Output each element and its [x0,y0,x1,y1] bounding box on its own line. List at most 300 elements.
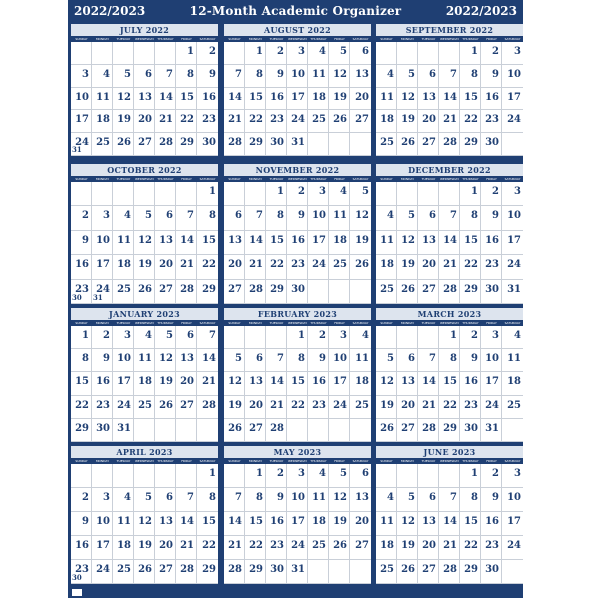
day-cell[interactable] [439,65,460,88]
day-cell[interactable] [439,88,460,111]
day-cell[interactable] [176,372,197,395]
day-cell[interactable] [113,42,134,65]
day-cell[interactable] [481,65,502,88]
day-cell[interactable] [71,372,92,395]
day-cell[interactable] [92,280,113,304]
day-cell[interactable] [155,560,176,584]
day-cell[interactable] [245,231,266,255]
day-cell[interactable] [481,396,502,419]
day-cell[interactable] [134,372,155,395]
day-cell[interactable] [397,182,418,206]
day-cell[interactable] [266,396,287,419]
day-cell[interactable] [245,536,266,560]
day-cell[interactable] [92,326,113,349]
day-cell[interactable] [134,206,155,230]
day-cell[interactable] [224,255,245,279]
day-cell[interactable] [376,396,397,419]
day-cell[interactable] [418,560,439,584]
day-cell[interactable] [439,255,460,279]
day-cell[interactable] [71,560,92,584]
day-cell[interactable] [197,464,218,488]
day-cell[interactable] [197,182,218,206]
day-cell[interactable] [287,206,308,230]
day-cell[interactable] [350,42,371,65]
day-cell[interactable] [155,88,176,111]
day-cell[interactable] [397,464,418,488]
day-cell[interactable] [113,560,134,584]
day-cell[interactable] [308,133,329,156]
day-cell[interactable] [113,536,134,560]
day-cell[interactable] [176,255,197,279]
day-cell[interactable] [71,42,92,65]
day-cell[interactable] [197,419,218,442]
day-cell[interactable] [502,560,523,584]
day-cell[interactable] [176,488,197,512]
day-cell[interactable] [71,488,92,512]
day-cell[interactable] [176,206,197,230]
day-cell[interactable] [113,419,134,442]
day-cell[interactable] [134,255,155,279]
day-cell[interactable] [245,88,266,111]
day-cell[interactable] [376,42,397,65]
day-cell[interactable] [350,419,371,442]
day-cell[interactable] [308,349,329,372]
day-cell[interactable] [329,512,350,536]
day-cell[interactable] [329,231,350,255]
day-cell[interactable] [350,65,371,88]
day-cell[interactable] [92,110,113,133]
day-cell[interactable] [481,372,502,395]
day-cell[interactable] [439,372,460,395]
day-cell[interactable] [418,182,439,206]
day-cell[interactable] [481,133,502,156]
day-cell[interactable] [418,536,439,560]
day-cell[interactable] [134,396,155,419]
day-cell[interactable] [176,280,197,304]
day-cell[interactable] [418,419,439,442]
day-cell[interactable] [376,280,397,304]
day-cell[interactable] [71,255,92,279]
day-cell[interactable] [481,349,502,372]
day-cell[interactable] [224,560,245,584]
day-cell[interactable] [460,512,481,536]
day-cell[interactable] [460,488,481,512]
day-cell[interactable] [418,349,439,372]
day-cell[interactable] [376,560,397,584]
day-cell[interactable] [418,488,439,512]
day-cell[interactable] [350,133,371,156]
day-cell[interactable] [439,560,460,584]
day-cell[interactable] [287,255,308,279]
day-cell[interactable] [176,512,197,536]
day-cell[interactable] [287,512,308,536]
day-cell[interactable] [113,231,134,255]
day-cell[interactable] [176,464,197,488]
day-cell[interactable] [71,133,92,156]
day-cell[interactable] [92,419,113,442]
day-cell[interactable] [397,206,418,230]
day-cell[interactable] [397,65,418,88]
day-cell[interactable] [397,488,418,512]
day-cell[interactable] [350,182,371,206]
day-cell[interactable] [418,110,439,133]
day-cell[interactable] [266,280,287,304]
day-cell[interactable] [92,133,113,156]
day-cell[interactable] [350,488,371,512]
day-cell[interactable] [502,182,523,206]
day-cell[interactable] [397,536,418,560]
day-cell[interactable] [224,280,245,304]
day-cell[interactable] [329,280,350,304]
day-cell[interactable] [397,42,418,65]
day-cell[interactable] [439,536,460,560]
day-cell[interactable] [197,133,218,156]
day-cell[interactable] [376,133,397,156]
day-cell[interactable] [502,255,523,279]
day-cell[interactable] [155,231,176,255]
day-cell[interactable] [350,536,371,560]
day-cell[interactable] [197,110,218,133]
day-cell[interactable] [245,110,266,133]
day-cell[interactable] [266,88,287,111]
day-cell[interactable] [71,396,92,419]
day-cell[interactable] [224,42,245,65]
day-cell[interactable] [481,88,502,111]
day-cell[interactable] [134,488,155,512]
day-cell[interactable] [329,65,350,88]
day-cell[interactable] [329,133,350,156]
day-cell[interactable] [397,560,418,584]
day-cell[interactable] [481,42,502,65]
day-cell[interactable] [155,372,176,395]
day-cell[interactable] [197,396,218,419]
day-cell[interactable] [460,231,481,255]
day-cell[interactable] [266,42,287,65]
day-cell[interactable] [155,536,176,560]
day-cell[interactable] [397,88,418,111]
day-cell[interactable] [350,349,371,372]
day-cell[interactable] [439,512,460,536]
day-cell[interactable] [134,464,155,488]
day-cell[interactable] [266,326,287,349]
day-cell[interactable] [245,280,266,304]
day-cell[interactable] [176,110,197,133]
day-cell[interactable] [224,326,245,349]
day-cell[interactable] [71,326,92,349]
day-cell[interactable] [460,133,481,156]
day-cell[interactable] [245,372,266,395]
day-cell[interactable] [502,464,523,488]
day-cell[interactable] [92,396,113,419]
day-cell[interactable] [155,326,176,349]
day-cell[interactable] [71,231,92,255]
day-cell[interactable] [266,182,287,206]
day-cell[interactable] [266,349,287,372]
day-cell[interactable] [376,512,397,536]
day-cell[interactable] [176,326,197,349]
day-cell[interactable] [197,560,218,584]
day-cell[interactable] [266,133,287,156]
day-cell[interactable] [376,182,397,206]
day-cell[interactable] [155,464,176,488]
day-cell[interactable] [71,182,92,206]
day-cell[interactable] [224,231,245,255]
day-cell[interactable] [329,326,350,349]
day-cell[interactable] [481,419,502,442]
day-cell[interactable] [460,65,481,88]
day-cell[interactable] [308,464,329,488]
day-cell[interactable] [92,536,113,560]
day-cell[interactable] [329,488,350,512]
day-cell[interactable] [92,206,113,230]
day-cell[interactable] [245,42,266,65]
day-cell[interactable] [224,488,245,512]
day-cell[interactable] [502,206,523,230]
day-cell[interactable] [439,42,460,65]
day-cell[interactable] [329,255,350,279]
day-cell[interactable] [113,512,134,536]
day-cell[interactable] [113,326,134,349]
day-cell[interactable] [245,326,266,349]
day-cell[interactable] [155,396,176,419]
day-cell[interactable] [197,42,218,65]
day-cell[interactable] [439,133,460,156]
day-cell[interactable] [245,560,266,584]
day-cell[interactable] [308,255,329,279]
day-cell[interactable] [439,206,460,230]
day-cell[interactable] [329,372,350,395]
day-cell[interactable] [245,464,266,488]
day-cell[interactable] [376,88,397,111]
day-cell[interactable] [245,206,266,230]
day-cell[interactable] [92,231,113,255]
day-cell[interactable] [350,512,371,536]
day-cell[interactable] [439,488,460,512]
day-cell[interactable] [287,326,308,349]
day-cell[interactable] [502,396,523,419]
day-cell[interactable] [92,65,113,88]
day-cell[interactable] [460,419,481,442]
day-cell[interactable] [502,133,523,156]
day-cell[interactable] [376,206,397,230]
day-cell[interactable] [439,464,460,488]
day-cell[interactable] [329,419,350,442]
day-cell[interactable] [418,280,439,304]
day-cell[interactable] [502,65,523,88]
day-cell[interactable] [397,280,418,304]
day-cell[interactable] [113,65,134,88]
day-cell[interactable] [481,206,502,230]
day-cell[interactable] [134,349,155,372]
day-cell[interactable] [397,419,418,442]
day-cell[interactable] [134,419,155,442]
day-cell[interactable] [113,88,134,111]
day-cell[interactable] [308,206,329,230]
day-cell[interactable] [287,419,308,442]
day-cell[interactable] [224,133,245,156]
day-cell[interactable] [71,206,92,230]
day-cell[interactable] [308,182,329,206]
day-cell[interactable] [308,65,329,88]
day-cell[interactable] [245,133,266,156]
day-cell[interactable] [350,372,371,395]
day-cell[interactable] [245,512,266,536]
day-cell[interactable] [308,512,329,536]
day-cell[interactable] [155,280,176,304]
day-cell[interactable] [329,110,350,133]
day-cell[interactable] [481,536,502,560]
day-cell[interactable] [350,280,371,304]
day-cell[interactable] [397,231,418,255]
day-cell[interactable] [176,396,197,419]
day-cell[interactable] [71,464,92,488]
day-cell[interactable] [113,349,134,372]
day-cell[interactable] [350,231,371,255]
day-cell[interactable] [308,326,329,349]
day-cell[interactable] [134,280,155,304]
day-cell[interactable] [155,349,176,372]
day-cell[interactable] [71,88,92,111]
day-cell[interactable] [481,110,502,133]
day-cell[interactable] [266,231,287,255]
day-cell[interactable] [266,255,287,279]
day-cell[interactable] [481,326,502,349]
day-cell[interactable] [155,255,176,279]
day-cell[interactable] [481,560,502,584]
day-cell[interactable] [155,133,176,156]
day-cell[interactable] [481,255,502,279]
day-cell[interactable] [308,110,329,133]
day-cell[interactable] [350,110,371,133]
day-cell[interactable] [71,280,92,304]
day-cell[interactable] [155,65,176,88]
day-cell[interactable] [460,42,481,65]
day-cell[interactable] [502,110,523,133]
day-cell[interactable] [376,536,397,560]
day-cell[interactable] [376,110,397,133]
day-cell[interactable] [134,42,155,65]
day-cell[interactable] [134,512,155,536]
day-cell[interactable] [224,65,245,88]
day-cell[interactable] [460,372,481,395]
day-cell[interactable] [92,88,113,111]
day-cell[interactable] [266,206,287,230]
day-cell[interactable] [224,372,245,395]
day-cell[interactable] [376,464,397,488]
day-cell[interactable] [224,182,245,206]
day-cell[interactable] [418,372,439,395]
day-cell[interactable] [71,110,92,133]
day-cell[interactable] [134,182,155,206]
day-cell[interactable] [439,349,460,372]
day-cell[interactable] [92,560,113,584]
day-cell[interactable] [134,65,155,88]
day-cell[interactable] [460,110,481,133]
day-cell[interactable] [481,464,502,488]
day-cell[interactable] [460,326,481,349]
day-cell[interactable] [71,419,92,442]
day-cell[interactable] [287,464,308,488]
day-cell[interactable] [350,326,371,349]
day-cell[interactable] [397,255,418,279]
day-cell[interactable] [245,349,266,372]
day-cell[interactable] [176,231,197,255]
day-cell[interactable] [197,88,218,111]
day-cell[interactable] [376,419,397,442]
day-cell[interactable] [92,182,113,206]
day-cell[interactable] [418,255,439,279]
day-cell[interactable] [176,560,197,584]
day-cell[interactable] [134,326,155,349]
day-cell[interactable] [134,231,155,255]
day-cell[interactable] [224,464,245,488]
day-cell[interactable] [481,280,502,304]
day-cell[interactable] [418,88,439,111]
day-cell[interactable] [224,536,245,560]
day-cell[interactable] [350,88,371,111]
day-cell[interactable] [460,255,481,279]
day-cell[interactable] [329,42,350,65]
day-cell[interactable] [266,464,287,488]
day-cell[interactable] [176,349,197,372]
day-cell[interactable] [397,326,418,349]
day-cell[interactable] [134,88,155,111]
day-cell[interactable] [418,326,439,349]
day-cell[interactable] [308,372,329,395]
day-cell[interactable] [329,182,350,206]
day-cell[interactable] [329,349,350,372]
day-cell[interactable] [71,536,92,560]
day-cell[interactable] [287,560,308,584]
day-cell[interactable] [397,372,418,395]
day-cell[interactable] [502,419,523,442]
day-cell[interactable] [197,326,218,349]
day-cell[interactable] [329,536,350,560]
day-cell[interactable] [439,326,460,349]
day-cell[interactable] [266,419,287,442]
day-cell[interactable] [439,396,460,419]
day-cell[interactable] [287,231,308,255]
day-cell[interactable] [155,419,176,442]
day-cell[interactable] [224,206,245,230]
day-cell[interactable] [134,133,155,156]
day-cell[interactable] [71,349,92,372]
day-cell[interactable] [481,512,502,536]
day-cell[interactable] [418,65,439,88]
day-cell[interactable] [155,512,176,536]
day-cell[interactable] [502,88,523,111]
day-cell[interactable] [92,255,113,279]
day-cell[interactable] [308,396,329,419]
day-cell[interactable] [329,464,350,488]
day-cell[interactable] [460,396,481,419]
day-cell[interactable] [197,488,218,512]
day-cell[interactable] [71,65,92,88]
day-cell[interactable] [92,512,113,536]
day-cell[interactable] [376,488,397,512]
day-cell[interactable] [287,536,308,560]
day-cell[interactable] [176,88,197,111]
day-cell[interactable] [176,182,197,206]
day-cell[interactable] [376,349,397,372]
day-cell[interactable] [502,42,523,65]
day-cell[interactable] [329,560,350,584]
day-cell[interactable] [266,512,287,536]
day-cell[interactable] [155,488,176,512]
day-cell[interactable] [397,110,418,133]
day-cell[interactable] [397,396,418,419]
day-cell[interactable] [287,372,308,395]
